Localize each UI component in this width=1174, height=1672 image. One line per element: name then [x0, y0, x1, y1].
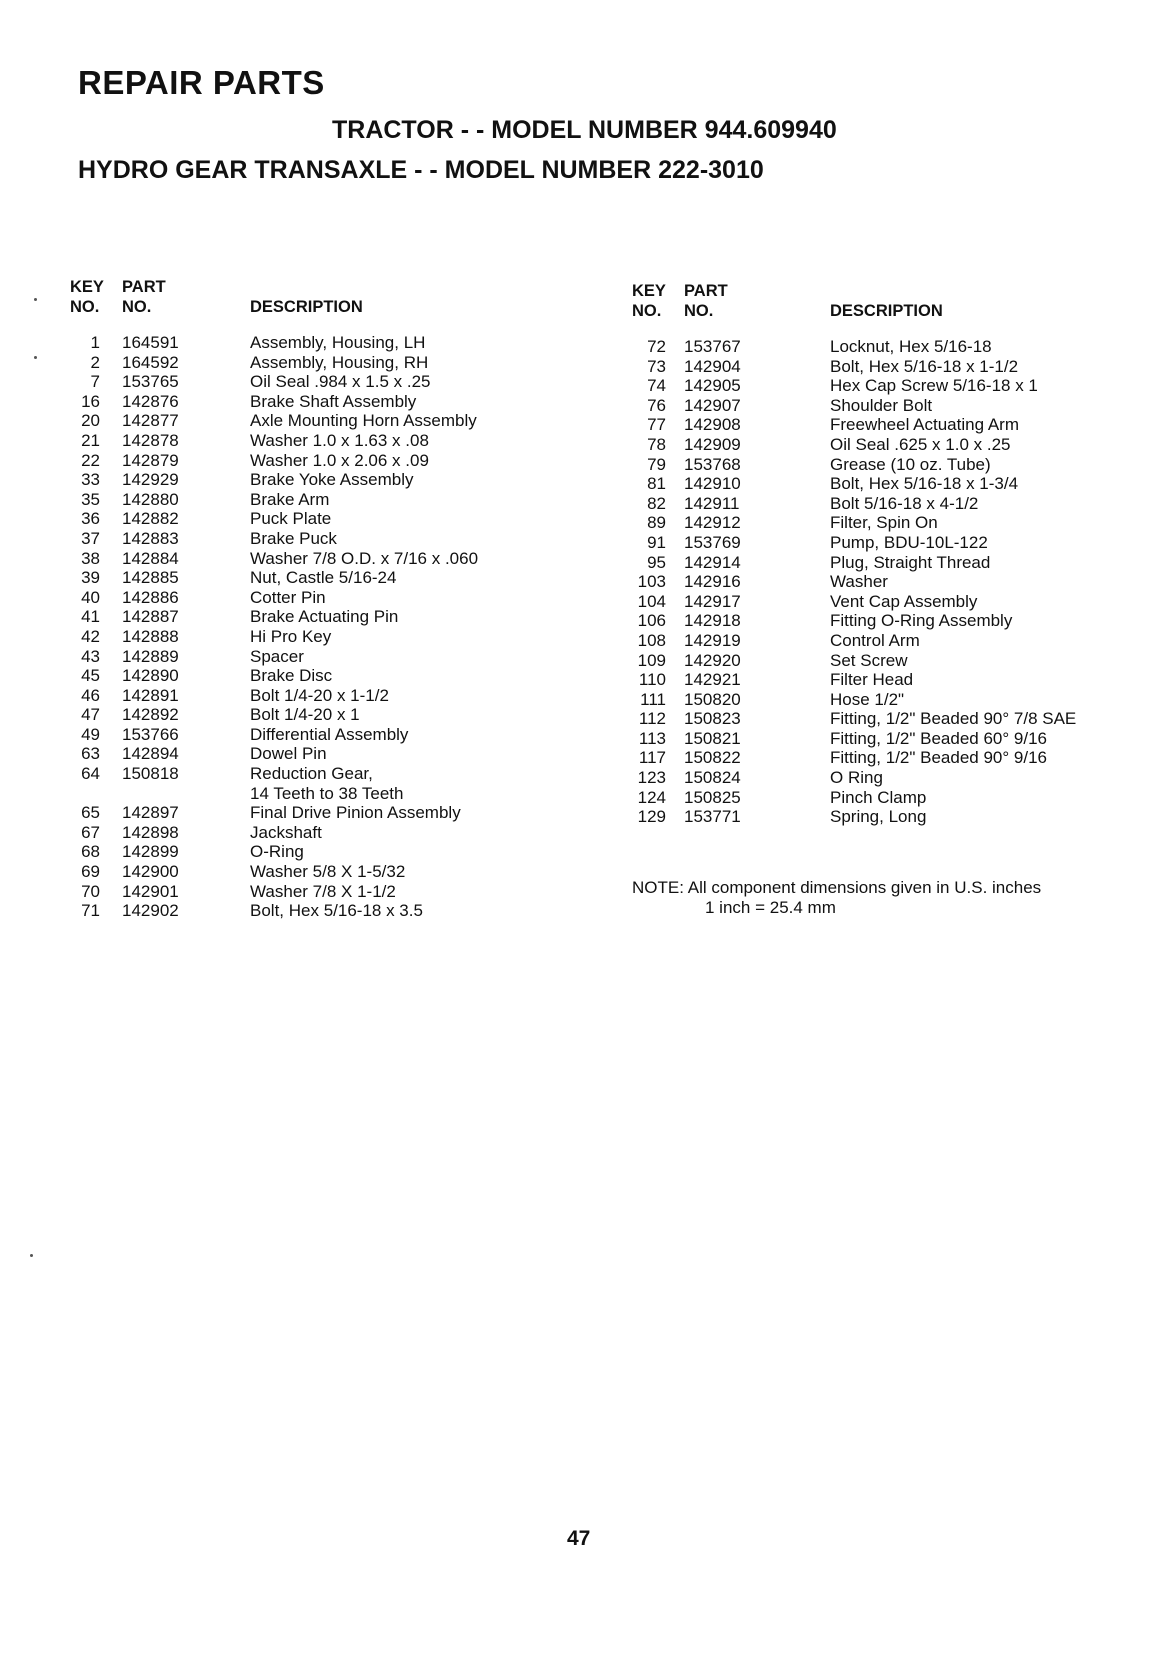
key-no: 46 [81, 685, 100, 705]
part-row [70, 842, 570, 862]
part-description: Final Drive Pinion Assembly [250, 803, 461, 823]
description-header: DESCRIPTION [250, 298, 363, 316]
part-description: Control Arm [830, 630, 920, 650]
part-no: 142878 [122, 430, 179, 450]
key-no: 42 [81, 626, 100, 646]
part-row [70, 901, 570, 921]
part-description: Filter Head [830, 670, 914, 690]
part-no: 142921 [684, 670, 741, 690]
scan-speck [30, 1254, 33, 1257]
part-row [632, 729, 1152, 749]
part-no: 142907 [684, 395, 741, 415]
part-description: Bolt, Hex 5/16-18 x 3.5 [250, 901, 423, 921]
part-row [632, 788, 1152, 808]
part-row [70, 803, 570, 823]
key-no: 39 [81, 568, 100, 588]
page-title: REPAIR PARTS [78, 64, 325, 101]
part-row [632, 435, 1152, 455]
note-conversion: 1 inch = 25.4 mm [705, 897, 836, 917]
part-no: 142902 [122, 901, 179, 921]
part-description: Set Screw [830, 650, 908, 670]
part-description: Brake Yoke Assembly [250, 470, 414, 490]
key-no: 70 [81, 881, 100, 901]
key-no: 2 [90, 352, 100, 372]
part-row [70, 568, 570, 588]
part-description: Locknut, Hex 5/16-18 [830, 337, 992, 356]
key-no: 129 [637, 807, 666, 827]
part-description: Brake Disc [250, 666, 333, 686]
part-row [70, 882, 570, 902]
part-no: 142897 [122, 803, 179, 823]
part-description: Nut, Castle 5/16-24 [250, 568, 397, 588]
part-no: 142917 [684, 591, 741, 611]
part-row [632, 376, 1152, 396]
part-no: 150820 [684, 689, 741, 709]
key-no: 36 [81, 509, 100, 529]
part-row [632, 357, 1152, 377]
part-no: 150823 [684, 709, 741, 729]
part-no: 142879 [122, 450, 179, 470]
key-no: 111 [640, 689, 666, 709]
part-no: 142914 [684, 552, 741, 572]
key-no: 104 [637, 591, 666, 611]
key-no: 63 [81, 744, 100, 764]
part-no: 142885 [122, 568, 179, 588]
key-no: 67 [81, 822, 100, 842]
part-row [632, 396, 1152, 416]
part-row [632, 768, 1152, 788]
parts-rows-left [70, 333, 570, 921]
part-description: Washer 1.0 x 1.63 x .08 [250, 430, 429, 450]
part-no: 142905 [684, 376, 741, 396]
note-label: NOTE: [632, 878, 684, 897]
key-no: 124 [637, 787, 666, 807]
part-row [632, 670, 1152, 690]
part-row [70, 470, 570, 490]
part-description: Plug, Straight Thread [830, 552, 991, 572]
part-row [70, 490, 570, 510]
part-row [632, 494, 1152, 514]
key-no: 41 [81, 607, 100, 627]
part-row [70, 451, 570, 471]
part-row [70, 607, 570, 627]
part-row [70, 549, 570, 569]
parts-table-header [632, 281, 1152, 321]
key-no: 108 [637, 630, 666, 650]
part-no: 142892 [122, 705, 179, 725]
part-no: 142912 [684, 513, 741, 533]
key-no: 95 [647, 552, 666, 572]
key-no: 77 [647, 415, 666, 435]
part-description: Cotter Pin [250, 587, 326, 607]
part-no: 153766 [122, 724, 179, 744]
key-no: 89 [647, 513, 666, 533]
part-no: 142910 [684, 474, 741, 494]
part-description: Grease (10 oz. Tube) [830, 454, 991, 474]
part-no: 142880 [122, 489, 179, 509]
part-description: Oil Seal .984 x 1.5 x .25 [250, 372, 431, 392]
part-description: Differential Assembly [250, 724, 409, 744]
parts-list-left [70, 277, 570, 921]
part-no: 142901 [122, 881, 179, 901]
tractor-model-heading: TRACTOR - - MODEL NUMBER 944.609940 [332, 116, 837, 144]
part-description: O Ring [830, 768, 883, 788]
key-no: 82 [647, 493, 666, 513]
part-no: 153768 [684, 454, 741, 474]
key-no: 117 [638, 748, 666, 768]
scan-speck [34, 298, 37, 301]
part-row [632, 690, 1152, 710]
transaxle-model-heading: HYDRO GEAR TRANSAXLE - - MODEL NUMBER 222-3010 [78, 156, 764, 184]
parts-list-right [632, 281, 1152, 827]
part-description: Filter, Spin On [830, 513, 938, 533]
key-no: 16 [81, 391, 100, 411]
part-description: Shoulder Bolt [830, 395, 933, 415]
part-description: Freewheel Actuating Arm [830, 415, 1019, 435]
part-no: 142891 [122, 685, 179, 705]
part-description: Reduction Gear, [250, 764, 373, 784]
part-row [632, 415, 1152, 435]
part-no: 142898 [122, 822, 179, 842]
key-no: 76 [647, 395, 666, 415]
note-text: All component dimensions given in U.S. inches [687, 878, 1042, 897]
part-description: Assembly, Housing, LH [250, 333, 426, 352]
part-no: 150825 [684, 787, 741, 807]
part-no: 150824 [684, 768, 741, 788]
scan-speck [34, 356, 37, 359]
part-description: Spring, Long [830, 807, 927, 827]
part-row [632, 337, 1152, 357]
part-description: Pump, BDU-10L-122 [830, 532, 988, 552]
key-no: 45 [81, 666, 100, 686]
part-row [632, 533, 1152, 553]
key-no: 113 [638, 728, 666, 748]
description-header: DESCRIPTION [830, 302, 943, 320]
part-no: 142929 [122, 470, 179, 490]
key-no: 91 [647, 532, 666, 552]
key-no: 43 [81, 646, 100, 666]
key-no: 20 [81, 411, 100, 431]
key-no: 7 [90, 372, 100, 392]
key-no: 81 [647, 474, 666, 494]
part-description: Hose 1/2" [830, 689, 905, 709]
part-row [70, 647, 570, 667]
part-no: 142894 [122, 744, 179, 764]
part-description: Brake Puck [250, 528, 337, 548]
page-number: 47 [567, 1527, 591, 1550]
part-description: Brake Shaft Assembly [250, 391, 417, 411]
key-no: 78 [647, 434, 666, 454]
key-no: 123 [637, 768, 666, 788]
part-no: 153769 [684, 532, 741, 552]
part-no-header: PART NO. [684, 282, 728, 320]
key-no: 73 [647, 356, 666, 376]
part-row [632, 553, 1152, 573]
part-no: 142920 [684, 650, 741, 670]
part-row [632, 474, 1152, 494]
part-no: 142887 [122, 607, 179, 627]
key-no: 72 [647, 337, 666, 356]
part-description: Hex Cap Screw 5/16-18 x 1 [830, 376, 1038, 396]
part-description: Washer 7/8 O.D. x 7/16 x .060 [250, 548, 479, 568]
part-row [70, 431, 570, 451]
part-row [70, 372, 570, 392]
key-no: 64 [81, 764, 100, 784]
part-no: 150818 [122, 764, 179, 784]
part-description: Dowel Pin [250, 744, 327, 764]
part-row [70, 627, 570, 647]
parts-table-header [70, 277, 570, 317]
part-no: 142886 [122, 587, 179, 607]
part-no: 142918 [684, 611, 741, 631]
part-row [70, 744, 570, 764]
part-row [70, 764, 570, 803]
part-description: Jackshaft [250, 822, 322, 842]
part-no: 142882 [122, 509, 179, 529]
part-row [70, 529, 570, 549]
part-description: Pinch Clamp [830, 787, 927, 807]
part-no: 142876 [122, 391, 179, 411]
part-description: Bolt 5/16-18 x 4-1/2 [830, 493, 979, 513]
part-description: Oil Seal .625 x 1.0 x .25 [830, 434, 1011, 454]
part-row [632, 513, 1152, 533]
key-no: 22 [81, 450, 100, 470]
part-no: 142909 [684, 434, 741, 454]
part-description: Vent Cap Assembly [830, 591, 978, 611]
part-no: 153767 [684, 337, 741, 356]
part-row [632, 611, 1152, 631]
part-row [70, 353, 570, 373]
key-no: 21 [81, 430, 100, 450]
part-description-cont: 14 Teeth to 38 Teeth [250, 783, 404, 803]
key-no: 109 [637, 650, 666, 670]
part-description: Bolt, Hex 5/16-18 x 1-3/4 [830, 474, 1019, 494]
part-description: Axle Mounting Horn Assembly [250, 411, 477, 431]
key-no: 79 [647, 454, 666, 474]
part-no: 142908 [684, 415, 741, 435]
part-description: Washer 5/8 X 1-5/32 [250, 862, 406, 882]
key-no: 110 [638, 670, 666, 690]
part-row [70, 411, 570, 431]
key-no: 74 [647, 376, 666, 396]
key-no: 1 [90, 333, 100, 352]
key-no: 40 [81, 587, 100, 607]
part-no: 142900 [122, 862, 179, 882]
part-description: Fitting, 1/2" Beaded 90° 9/16 [830, 748, 1047, 768]
part-description: Assembly, Housing, RH [250, 352, 429, 372]
part-description: Fitting O-Ring Assembly [830, 611, 1013, 631]
key-no: 65 [81, 803, 100, 823]
key-no: 103 [637, 572, 666, 592]
part-description: Washer 1.0 x 2.06 x .09 [250, 450, 429, 470]
part-description: Washer [830, 572, 888, 592]
part-no: 142916 [684, 572, 741, 592]
part-no: 142911 [684, 493, 740, 513]
key-no: 33 [81, 470, 100, 490]
parts-rows-right [632, 337, 1152, 827]
part-no: 164592 [122, 352, 179, 372]
part-description: Bolt, Hex 5/16-18 x 1-1/2 [830, 356, 1019, 376]
part-row [70, 686, 570, 706]
part-description: Bolt 1/4-20 x 1-1/2 [250, 685, 389, 705]
part-no: 142888 [122, 626, 179, 646]
key-no: 71 [81, 901, 100, 921]
part-row [632, 572, 1152, 592]
part-row [632, 592, 1152, 612]
part-row [632, 631, 1152, 651]
part-row [632, 651, 1152, 671]
key-no-header: KEY NO. [70, 278, 104, 316]
part-no-header: PART NO. [122, 278, 166, 316]
part-row [632, 709, 1152, 729]
part-description: Fitting, 1/2" Beaded 90° 7/8 SAE [830, 709, 1077, 729]
part-description: Fitting, 1/2" Beaded 60° 9/16 [830, 728, 1047, 748]
key-no: 35 [81, 489, 100, 509]
part-row [70, 588, 570, 608]
dimensions-note [632, 878, 1041, 917]
key-no: 106 [637, 611, 666, 631]
part-no: 153771 [684, 807, 741, 827]
part-row [70, 725, 570, 745]
part-description: Bolt 1/4-20 x 1 [250, 705, 360, 725]
part-description: Washer 7/8 X 1-1/2 [250, 881, 396, 901]
part-no: 142904 [684, 356, 741, 376]
part-description: Brake Actuating Pin [250, 607, 399, 627]
part-no: 142884 [122, 548, 179, 568]
key-no: 38 [81, 548, 100, 568]
key-no: 47 [81, 705, 100, 725]
part-row [70, 509, 570, 529]
part-no: 150822 [684, 748, 741, 768]
part-row [632, 748, 1152, 768]
part-no: 142889 [122, 646, 179, 666]
key-no: 68 [81, 842, 100, 862]
part-description: Hi Pro Key [250, 626, 332, 646]
key-no: 112 [638, 709, 666, 729]
part-row [70, 392, 570, 412]
key-no: 37 [81, 528, 100, 548]
part-no: 164591 [122, 333, 179, 352]
part-row [70, 823, 570, 843]
part-description: Spacer [250, 646, 304, 666]
part-description: O-Ring [250, 842, 304, 862]
part-no: 150821 [684, 728, 741, 748]
key-no-header: KEY NO. [632, 282, 666, 320]
part-no: 153765 [122, 372, 179, 392]
key-no: 49 [81, 724, 100, 744]
part-no: 142899 [122, 842, 179, 862]
part-no: 142877 [122, 411, 179, 431]
part-row [70, 705, 570, 725]
part-row [70, 666, 570, 686]
part-row [632, 807, 1152, 827]
part-row [70, 333, 570, 353]
part-no: 142883 [122, 528, 179, 548]
part-no: 142890 [122, 666, 179, 686]
part-row [70, 862, 570, 882]
part-description: Puck Plate [250, 509, 332, 529]
part-description: Brake Arm [250, 489, 330, 509]
key-no: 69 [81, 862, 100, 882]
part-row [632, 455, 1152, 475]
part-no: 142919 [684, 630, 741, 650]
